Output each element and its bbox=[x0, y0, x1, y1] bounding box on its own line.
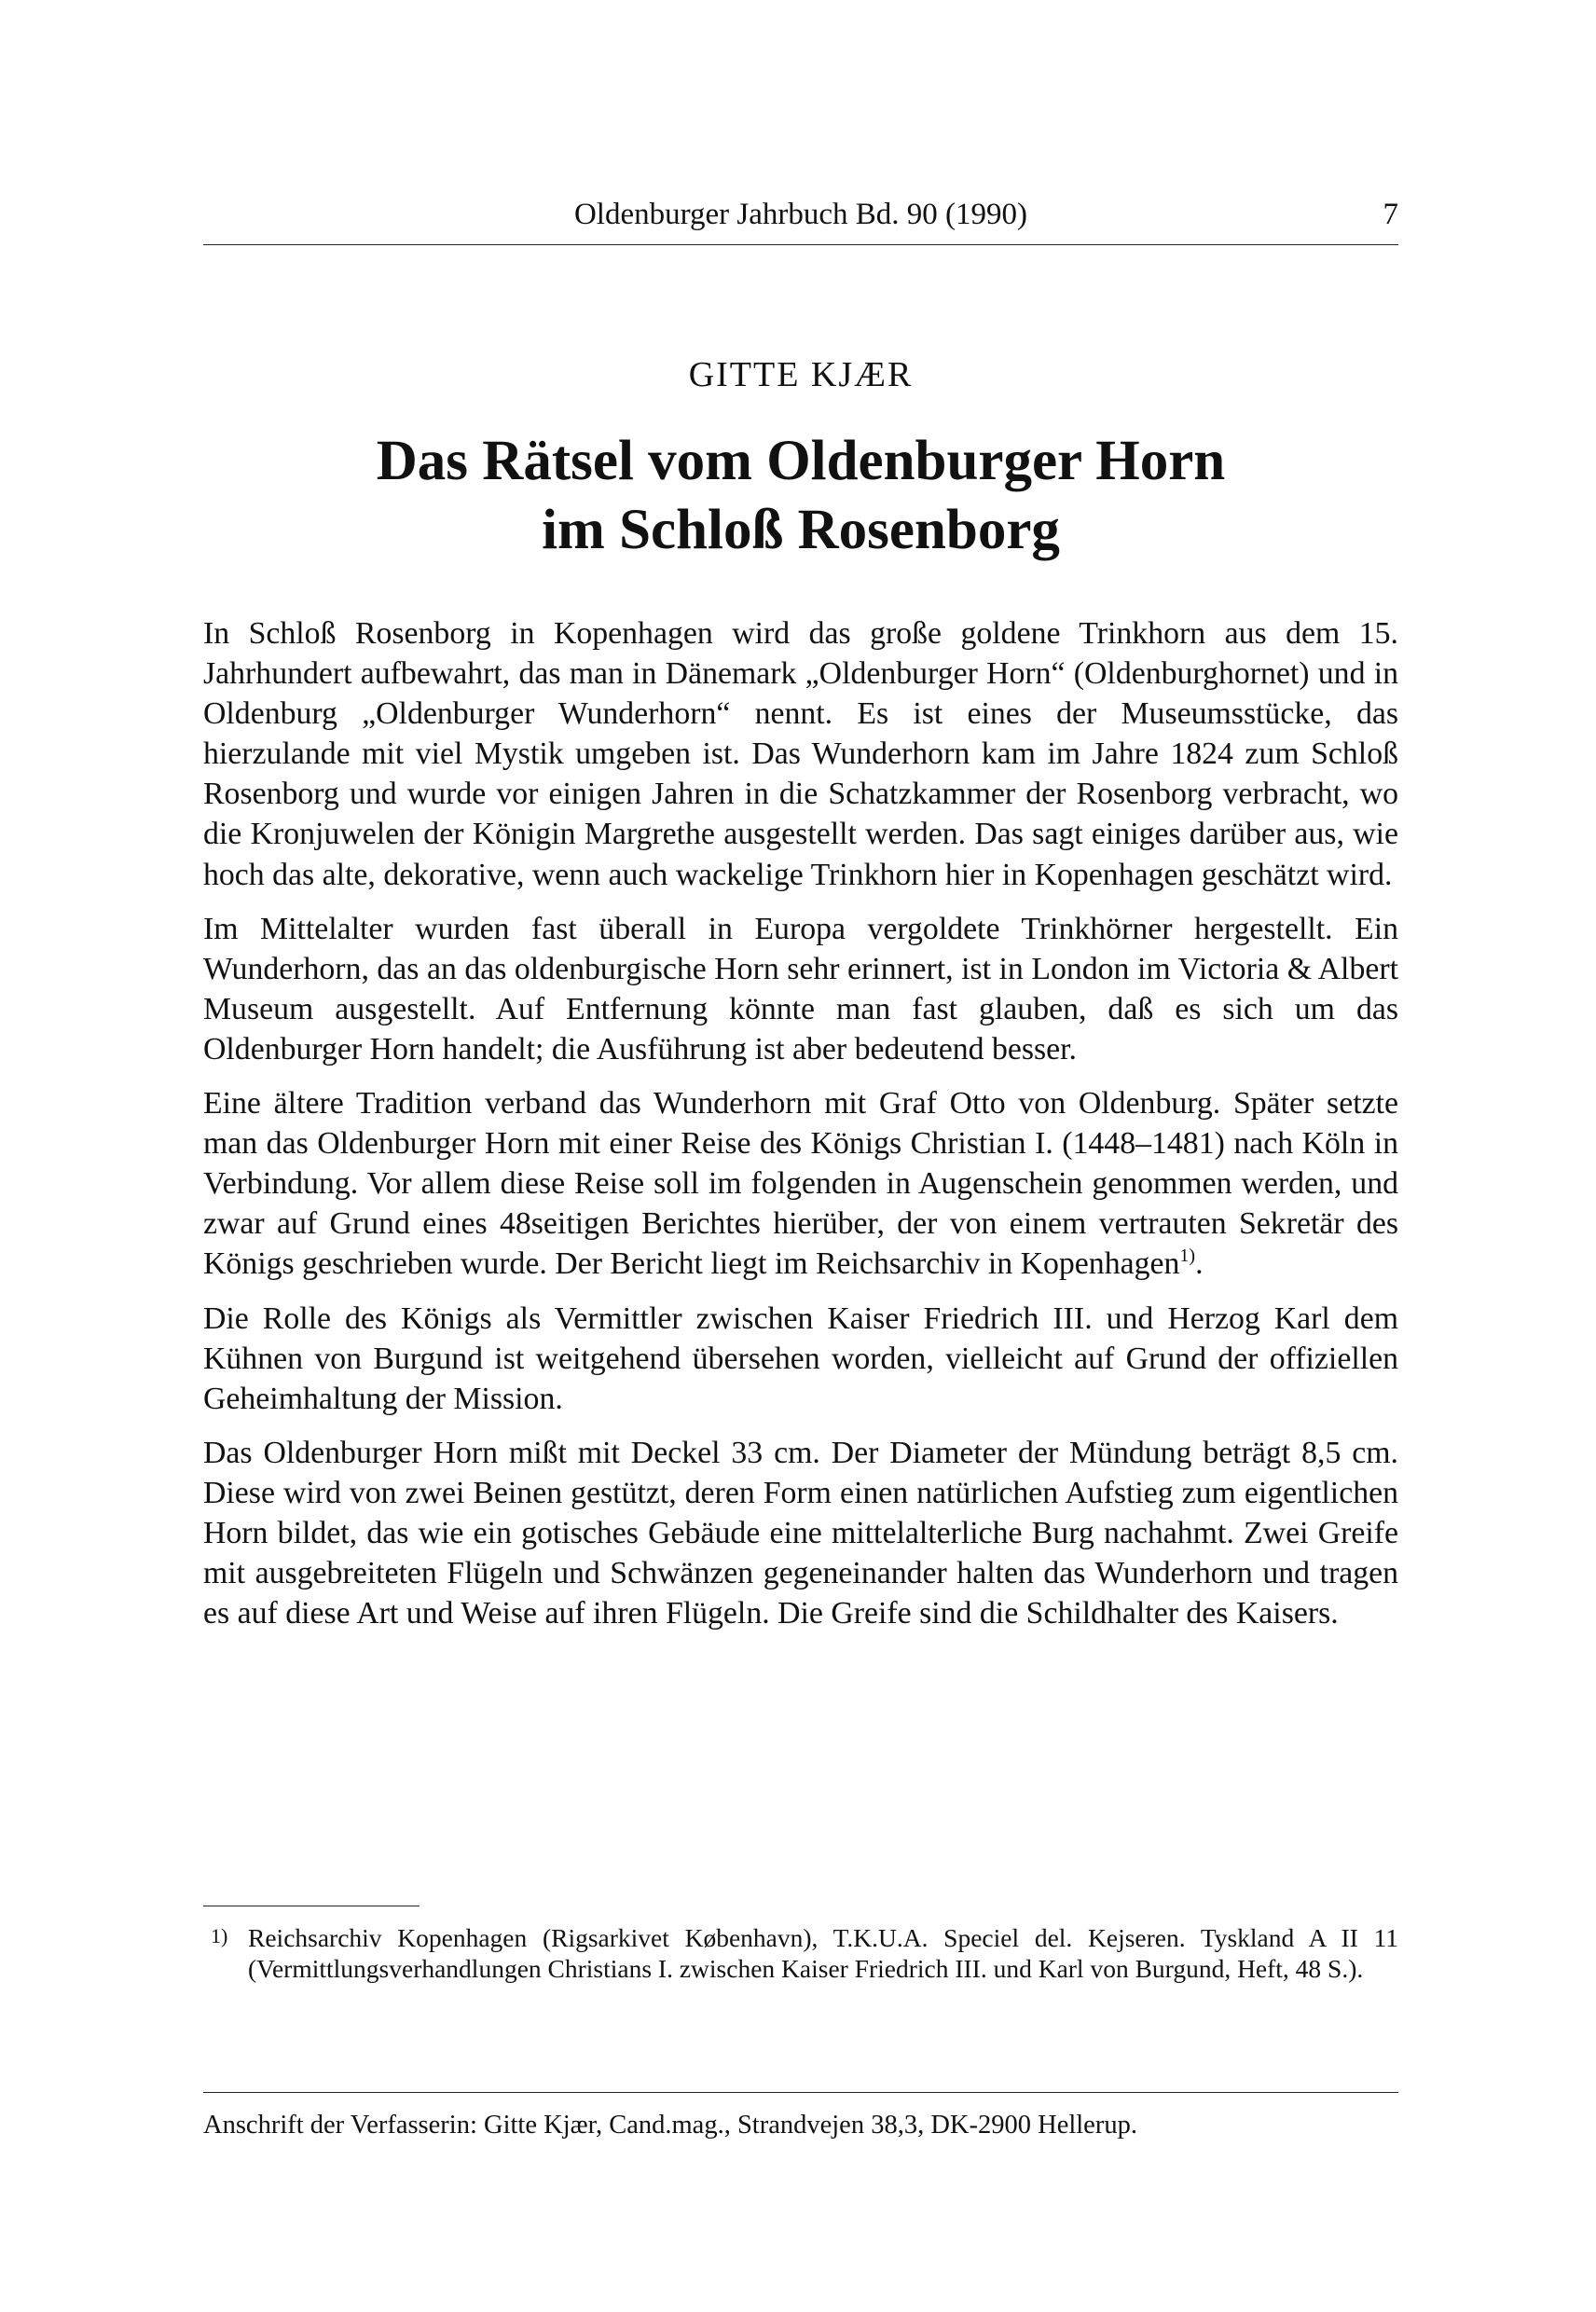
header-rule bbox=[203, 244, 1398, 245]
title-line-2: im Schloß Rosenborg bbox=[542, 499, 1060, 561]
page-number: 7 bbox=[1383, 198, 1398, 231]
article-body bbox=[203, 613, 1398, 1633]
footnote-text: Reichsarchiv Kopenhagen (Rigsarkivet København), T.K.U.A. Speciel del. Kejseren. Tyskland A II 11 (Vermittlungsverhandlungen Christians I. zwischen Kaiser Friedrich III. und Karl von Burgund, Heft, 48 S.). bbox=[248, 1923, 1398, 1983]
paragraph-3-end: . bbox=[1195, 1246, 1204, 1282]
paragraph-3 bbox=[203, 1083, 1398, 1284]
author-address: Anschrift der Verfasserin: Gitte Kjær, Cand.mag., Strandvejen 38,3, DK-2900 Hellerup. bbox=[203, 2111, 1137, 2140]
footnote-marker: 1) bbox=[211, 1924, 228, 1947]
document-page bbox=[203, 0, 1398, 2312]
footnote bbox=[203, 1922, 1398, 1984]
paragraph-4: Die Rolle des Königs als Vermittler zwischen Kaiser Friedrich III. und Herzog Karl dem Kühnen von Burgund ist weitgehend übersehen worden, vielleicht auf Grund der offiziellen Geheimhaltung der Mission. bbox=[203, 1300, 1398, 1416]
title-line-1: Das Rätsel vom Oldenburger Horn bbox=[376, 430, 1226, 492]
paragraph-2: Im Mittelalter wurden fast überall in Europa vergoldete Trinkhörner hergestellt. Ein Wunderhorn, das an das oldenburgische Horn sehr erinnert, ist in London im Victoria & Albert Museum ausgestellt. Auf Entfernung könnte man fast glauben, daß es sich um das Oldenburger Horn handelt; die Ausführung ist aber bedeutend besser. bbox=[203, 911, 1398, 1067]
footnote-reference[interactable]: 1) bbox=[1179, 1245, 1196, 1267]
address-rule bbox=[203, 2092, 1398, 2093]
author-name: GITTE KJÆR bbox=[688, 355, 914, 394]
running-head bbox=[203, 194, 1398, 235]
paragraph-1: In Schloß Rosenborg in Kopenhagen wird das große goldene Trinkhorn aus dem 15. Jahrhundert aufbewahrt, das man in Dänemark „Oldenburger Horn“ (Oldenburghornet) und in Oldenburg „Oldenburger Wunderhorn“ nennt. Es ist eines der Museumsstücke, das hierzulande mit viel Mystik umgeben ist. Das Wunderhorn kam im Jahre 1824 zum Schloß Rosenborg und wurde vor einigen Jahren in die Schatzkammer der Rosenborg verbracht, wo die Kronjuwelen der Königin Margrethe ausgestellt werden. Das sagt einiges darüber aus, wie hoch das alte, dekorative, wenn auch wackelige Trinkhorn hier in Kopenhagen geschätzt wird. bbox=[203, 616, 1398, 892]
article-title bbox=[203, 427, 1398, 565]
paragraph-5: Das Oldenburger Horn mißt mit Deckel 33 cm. Der Diameter der Mündung beträgt 8,5 cm. Diese wird von zwei Beinen gestützt, deren Form einen natürlichen Aufstieg zum eigentlichen Horn bildet, das wie ein gotisches Gebäude eine mittelalterliche Burg nachahmt. Zwei Greife mit ausgebreiteten Flügeln und Schwänzen gegeneinander halten das Wunderhorn und tragen es auf diese Art und Weise auf ihren Flügeln. Die Greife sind die Schildhalter des Kaisers. bbox=[203, 1435, 1398, 1631]
journal-reference: Oldenburger Jahrbuch Bd. 90 (1990) bbox=[573, 198, 1028, 231]
paragraph-3-text: Eine ältere Tradition verband das Wunderhorn mit Graf Otto von Oldenburg. Später setzte man das Oldenburger Horn mit einer Reise des Königs Christian I. (1448–1481) nach Köln in Verbindung. Vor allem diese Reise soll im folgenden in Augenschein genommen werden, und zwar auf Grund eines 48seitigen Berichtes hierüber, der von einem vertrauten Sekretär des Königs geschrieben wurde. Der Bericht liegt im Reichsarchiv in Kopenhagen bbox=[203, 1086, 1398, 1282]
